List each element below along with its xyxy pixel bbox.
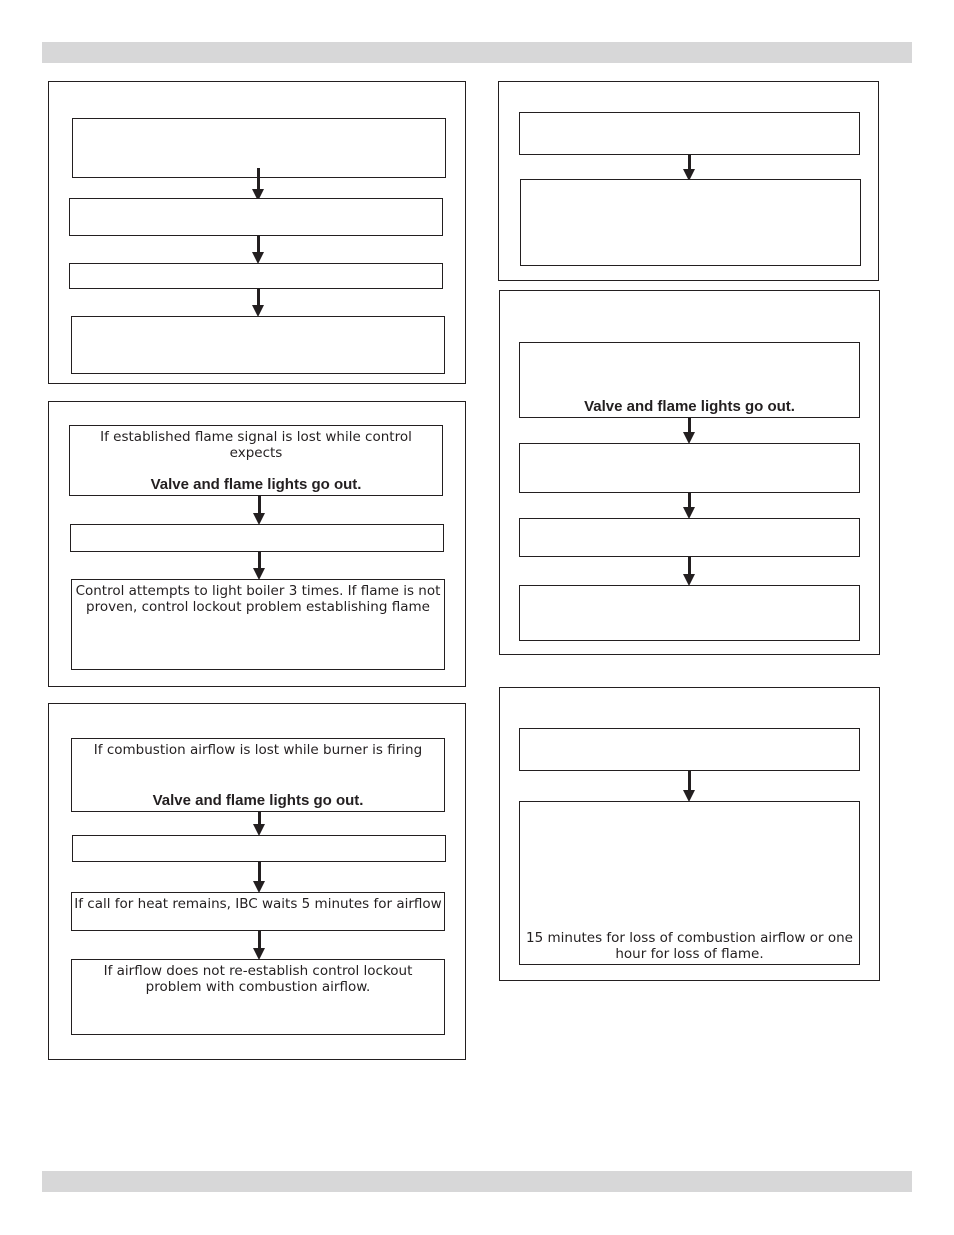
flame-loss-box-2 bbox=[70, 524, 444, 552]
arrow-down-icon bbox=[683, 771, 695, 802]
airflow-loss-box-3 bbox=[71, 892, 445, 931]
arrow-down-icon bbox=[253, 930, 265, 960]
footer-band bbox=[42, 1171, 912, 1192]
arrow-down-icon bbox=[683, 557, 695, 586]
arrow-down-icon bbox=[253, 812, 265, 836]
airflow-loss-lockout-text: If airflow does not re-establish control lockout problem with combustion airflow. bbox=[103, 963, 413, 995]
flame-loss-box-3 bbox=[71, 579, 445, 670]
left-top-box-2 bbox=[69, 198, 443, 236]
airflow-loss-wait-text: If call for heat remains, IBC waits 5 minutes for airflow bbox=[74, 896, 442, 912]
left-top-box-3 bbox=[69, 263, 443, 289]
right-middle-box-1 bbox=[519, 342, 860, 418]
airflow-loss-condition-text: If combustion airflow is lost while burner is firing bbox=[93, 742, 423, 758]
arrow-down-icon bbox=[252, 289, 264, 317]
arrow-down-icon bbox=[683, 155, 695, 181]
arrow-down-icon bbox=[253, 496, 265, 525]
arrow-down-icon bbox=[253, 552, 265, 580]
right-top-box-2 bbox=[520, 179, 861, 266]
right-bottom-box-2 bbox=[519, 801, 860, 965]
arrow-down-icon bbox=[252, 168, 264, 201]
right-middle-lights-out-text: Valve and flame lights go out. bbox=[584, 398, 795, 415]
arrow-down-icon bbox=[252, 236, 264, 264]
airflow-loss-lights-out-text: Valve and flame lights go out. bbox=[152, 792, 364, 809]
right-bottom-timing-text: 15 minutes for loss of combustion airflow or one hour for loss of flame. bbox=[526, 930, 853, 962]
arrow-down-icon bbox=[683, 418, 695, 444]
airflow-loss-box-4 bbox=[71, 959, 445, 1035]
right-middle-box-4 bbox=[519, 585, 860, 641]
header-band bbox=[42, 42, 912, 63]
flame-loss-lights-out-text: Valve and flame lights go out. bbox=[150, 476, 362, 493]
flame-loss-condition-text: If established flame signal is lost while control expects bbox=[100, 429, 412, 461]
airflow-loss-box-2 bbox=[72, 835, 446, 862]
arrow-down-icon bbox=[683, 493, 695, 519]
right-middle-box-3 bbox=[519, 518, 860, 557]
arrow-down-icon bbox=[253, 861, 265, 893]
flame-loss-box-1 bbox=[69, 425, 443, 496]
left-top-box-4 bbox=[71, 316, 445, 374]
airflow-loss-box-1 bbox=[71, 738, 445, 812]
right-bottom-box-1 bbox=[519, 728, 860, 771]
right-top-box-1 bbox=[519, 112, 860, 155]
right-middle-box-2 bbox=[519, 443, 860, 493]
flame-loss-retry-text: Control attempts to light boiler 3 times. If flame is not proven, control lockout problem establishing flame bbox=[75, 583, 441, 615]
